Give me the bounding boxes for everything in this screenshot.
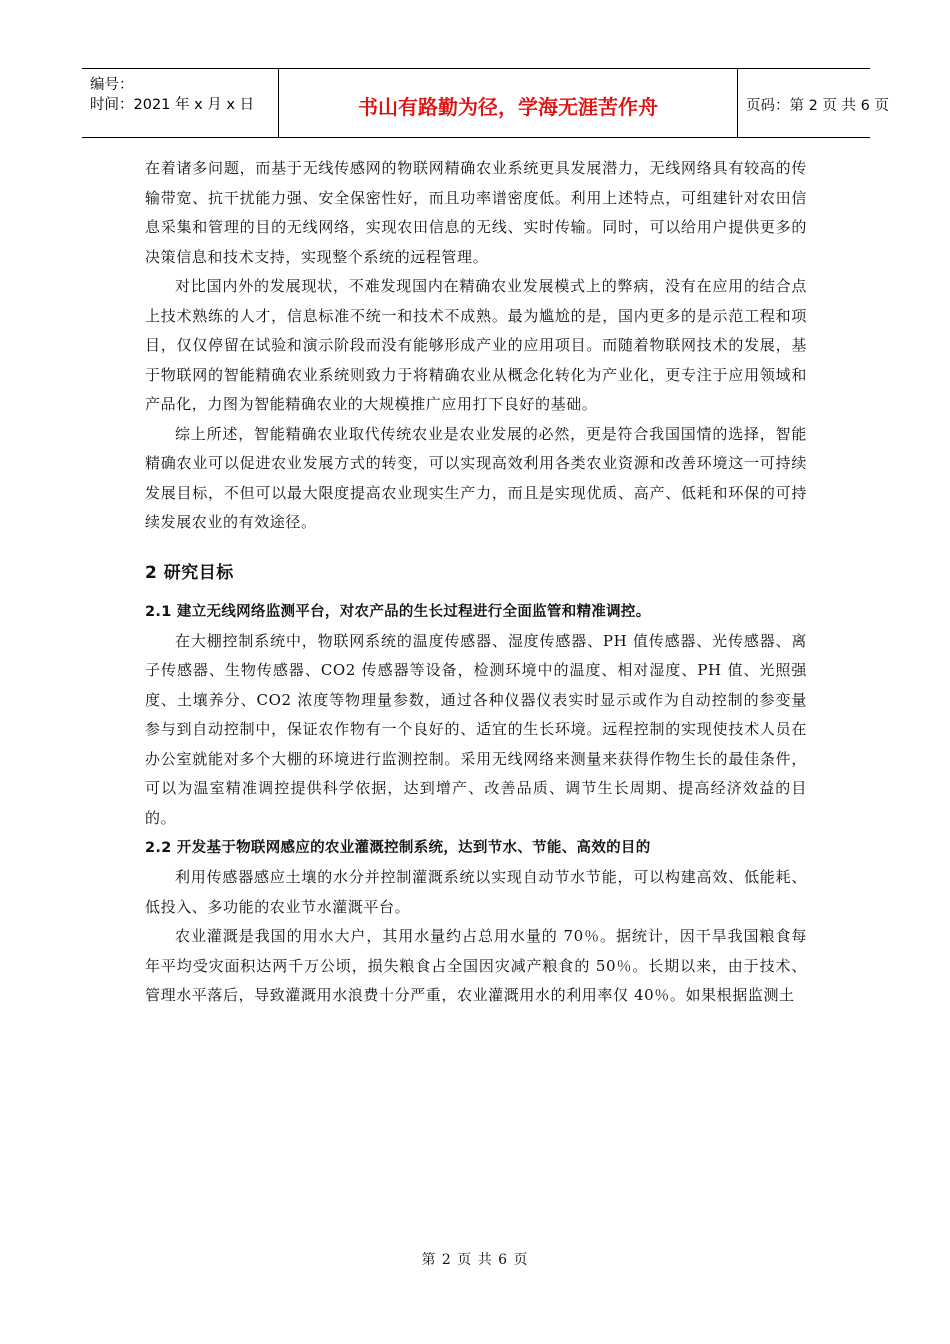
page-footer: 第 2 页 共 6 页	[421, 1252, 529, 1268]
header-motto-cell	[279, 69, 738, 137]
section-heading: 2 研究目标	[145, 562, 234, 583]
subsection-heading: 2.2 开发基于物联网感应的农业灌溉控制系统，达到节水、节能、高效的目的	[145, 840, 651, 856]
body-paragraph: 利用传感器感应土壤的水分并控制灌溉系统以实现自动节水节能，可以构建高效、低能耗、低投入、多功能的农业节水灌溉平台。	[145, 868, 807, 916]
body-paragraph: 在大棚控制系统中，物联网系统的温度传感器、湿度传感器、PH 值传感器、光传感器、离子传感器、生物传感器、CO2 传感器等设备，检测环境中的温度、相对湿度、PH 值、光照强度、土壤养分、CO2 浓度等物理量参数，通过各种仪器仪表实时显示或作为自动控制的参变量参与到自动控制中，保证农作物有一个良好的、适宜的生长环境。远程控制的实现使技术人员在办公室就能对多个大棚的环境进行监测控制。采用无线网络来测量来获得作物生长的最佳条件，可以为温室精准调控提供科学依据，达到增产、改善品质、调节生长周期、提高经济效益的目的。	[145, 631, 807, 827]
document-date: 时间：2021 年 x 月 x 日	[90, 97, 255, 113]
body-paragraph: 综上所述，智能精确农业取代传统农业是农业发展的必然，更是符合我国国情的选择，智能精确农业可以促进农业发展方式的转变，可以实现高效利用各类农业资源和改善环境这一可持续发展目标，不但可以最大限度提高农业现实生产力，而且是实现优质、高产、低耗和环保的可持续发展农业的有效途径。	[145, 424, 807, 531]
subsection-heading: 2.1 建立无线网络监测平台，对农产品的生长过程进行全面监管和精准调控。	[145, 603, 651, 620]
motto-text: 书山有路勤为径，学海无涯苦作舟	[358, 95, 658, 119]
document-number-label: 编号：	[90, 77, 134, 93]
page-header-table	[82, 68, 889, 138]
body-paragraph: 对比国内外的发展现状，不难发现国内在精确农业发展模式上的弊病，没有在应用的结合点上技术熟练的人才，信息标准不统一和技术不成熟。最为尴尬的是，国内更多的是示范工程和项目，仅仅停留在试验和演示阶段而没有能够形成产业的应用项目。而随着物联网技术的发展，基于物联网的智能精确农业系统则致力于将精确农业从概念化转化为产业化，更专注于应用领域和产品化，力图为智能精确农业的大规模推广应用打下良好的基础。	[145, 277, 807, 413]
header-page-cell	[738, 69, 889, 137]
header-meta-cell	[82, 69, 279, 137]
body-paragraph: 农业灌溉是我国的用水大户，其用水量约占总用水量的 70％。据统计，因干旱我国粮食每年平均受灾面积达两千万公顷，损失粮食占全国因灾减产粮食的 50％。长期以来，由于技术、管理水平落后，导致灌溉用水浪费十分严重，农业灌溉用水的利用率仅 40％。如果根据监测土	[145, 927, 807, 1004]
body-paragraph: 在着诸多问题，而基于无线传感网的物联网精确农业系统更具发展潜力，无线网络具有较高的传输带宽、抗干扰能力强、安全保密性好，而且功率谱密度低。利用上述特点，可组建针对农田信息采集和管理的目的无线网络，实现农田信息的无线、实时传输。同时，可以给用户提供更多的决策信息和技术支持，实现整个系统的远程管理。	[145, 159, 807, 266]
document-body	[145, 154, 807, 1011]
header-page-info: 页码：第 2 页 共 6 页	[746, 98, 889, 114]
